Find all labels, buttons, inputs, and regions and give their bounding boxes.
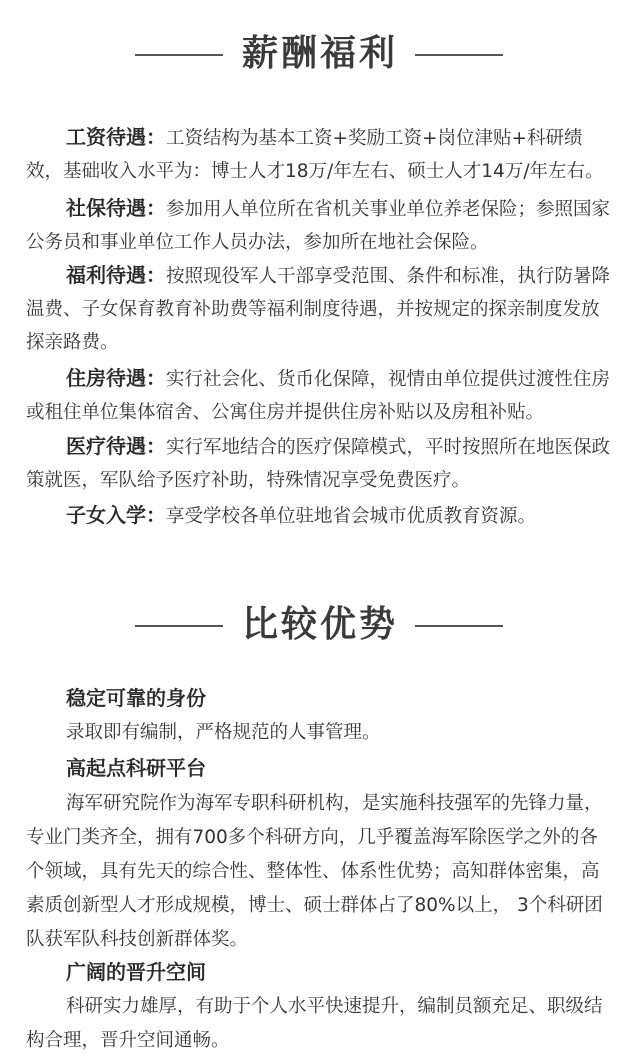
advantage-subtitle-promotion: 广阔的晋升空间 xyxy=(66,960,206,984)
benefit-text: 参加用人单位所在省机关事业单位养老保险；参照国家公务员和事业单位工作人员办法，参加所在地社会保险。 xyxy=(26,199,611,253)
benefit-item-welfare xyxy=(26,259,616,359)
section-heading-salary-benefits xyxy=(0,24,640,84)
benefit-label: 医疗待遇： xyxy=(66,434,166,458)
advantage-text-promotion: 科研实力雄厚，有助于个人水平快速提升，编制员额充足、职级结构合理，晋升空间通畅。 xyxy=(26,996,603,1051)
benefit-item-medical xyxy=(26,430,616,497)
benefit-label: 社保待遇： xyxy=(66,196,166,220)
benefit-text: 工资结构为基本工资+奖励工资+岗位津贴+科研绩效，基础收入水平为：博士人才18万/年左右、硕士人才14万/年左右。 xyxy=(26,128,604,182)
benefit-label: 工资待遇： xyxy=(66,125,166,149)
section-title: 比较优势 xyxy=(241,604,398,645)
benefit-item-housing xyxy=(26,362,616,429)
benefit-label: 住房待遇： xyxy=(66,366,166,390)
heading-divider-right xyxy=(415,54,503,56)
benefit-text: 享受学校各单位驻地省会城市优质教育资源。 xyxy=(166,506,537,527)
advantage-text-platform: 海军研究院作为海军专职科研机构，是实施科技强军的先锋力量，专业门类齐全，拥有700多个科研方向，几乎覆盖海军除医学之外的各个领域，具有先天的综合性、整体性、体系性优势；高知群体密集，高素质创新型人才形成规模，博士、硕士群体占了80%以上， 3个科研团队获军队科技创新群体奖。 xyxy=(26,793,603,950)
advantage-subtitle-platform: 高起点科研平台 xyxy=(66,756,206,780)
benefit-text: 实行军地结合的医疗保障模式，平时按照所在地医保政策就医，军队给予医疗补助，特殊情况享受免费医疗。 xyxy=(26,437,611,491)
benefit-item-children-education xyxy=(26,499,616,533)
benefit-label: 福利待遇： xyxy=(66,263,166,287)
advantage-text-identity: 录取即有编制，严格规范的人事管理。 xyxy=(66,722,381,743)
heading-divider-right xyxy=(415,625,503,627)
benefit-text: 按照现役军人干部享受范围、条件和标准，执行防暑降温费、子女保育教育补助费等福利制度待遇，并按规定的探亲制度发放探亲路费。 xyxy=(26,266,611,353)
benefit-item-social-security xyxy=(26,192,616,259)
benefit-label: 子女入学： xyxy=(66,503,166,527)
benefit-item-salary xyxy=(26,121,616,188)
benefit-text: 实行社会化、货币化保障，视情由单位提供过渡性住房或租住单位集体宿舍、公寓住房并提供住房补贴以及房租补贴。 xyxy=(26,369,611,423)
section-heading-advantages xyxy=(0,595,640,655)
section-title: 薪酬福利 xyxy=(241,33,398,74)
advantage-subtitle-identity: 稳定可靠的身份 xyxy=(66,686,206,710)
